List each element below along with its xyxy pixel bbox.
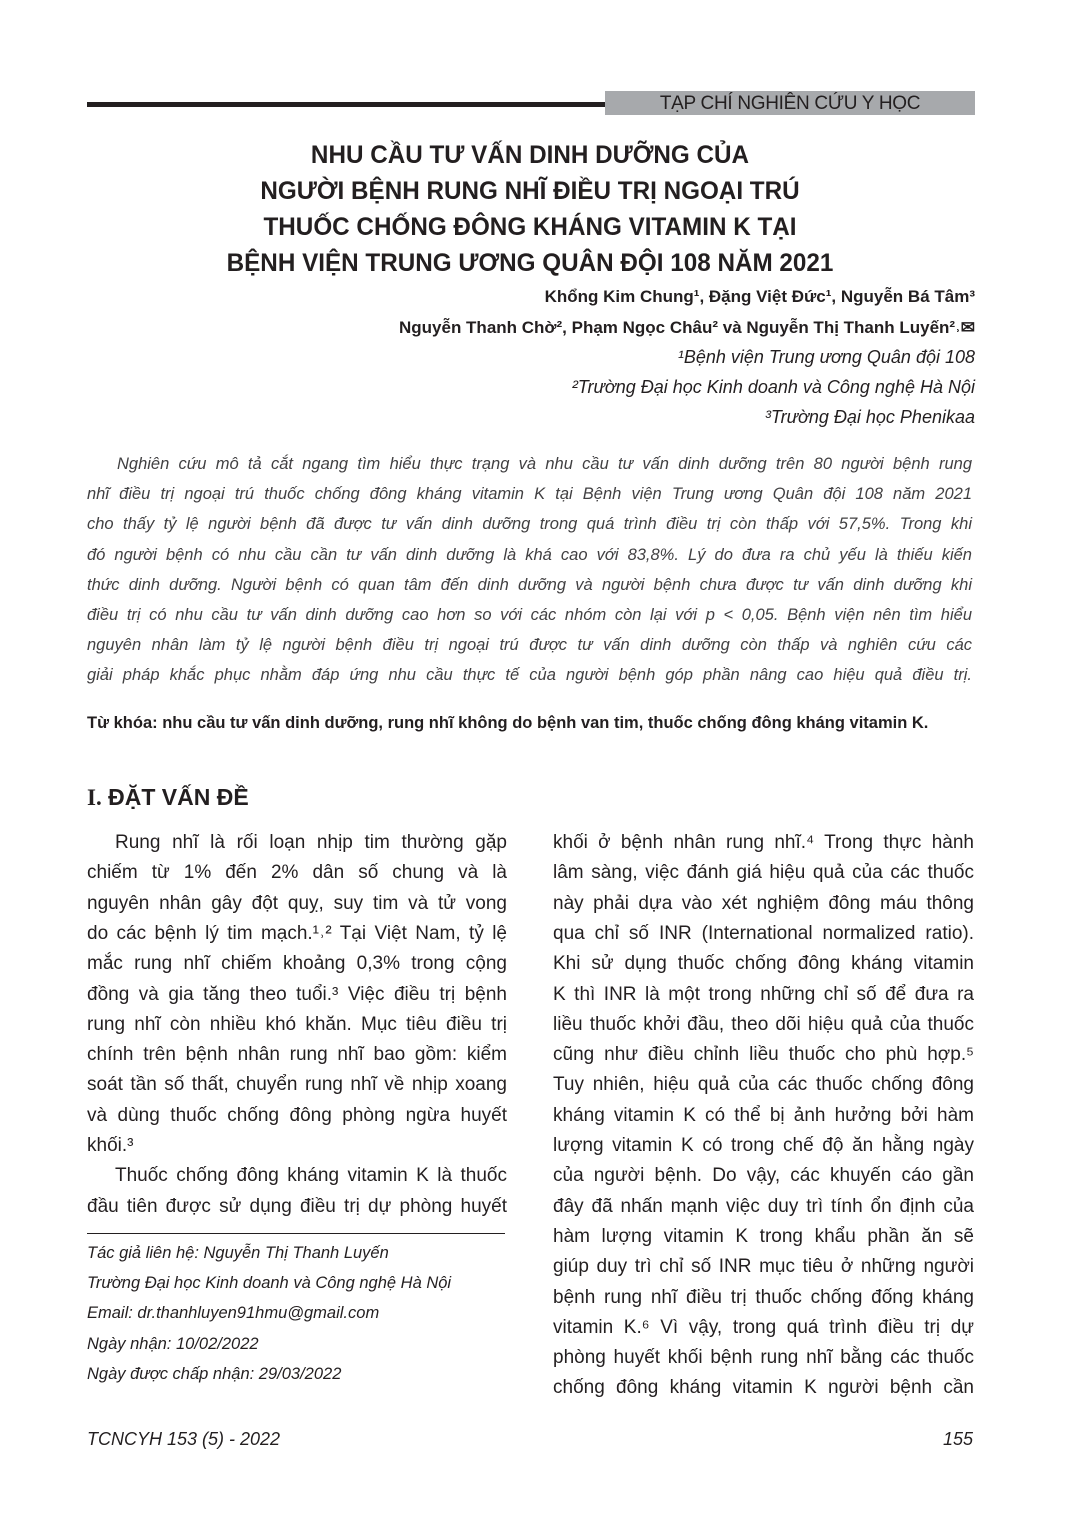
abstract-line: nguyên nhân làm tỷ lệ người bệnh điều trị ngoại trú được tư vấn dinh dưỡng còn thấp và nghiên cứu các — [87, 636, 972, 655]
body-line: K thì INR là một trong những chỉ số để đưa ra — [553, 983, 974, 1005]
body-line: cũng như điều chỉnh liều thuốc cho phù hợp.⁵ — [553, 1044, 974, 1066]
title-line: NGƯỜI BỆNH RUNG NHĨ ĐIỀU TRỊ NGOẠI TRÚ — [260, 177, 800, 205]
section-number: I. — [87, 785, 102, 810]
body-line: soát tần số thất, chuyển rung nhĩ về nhịp xoang — [87, 1074, 507, 1096]
journal-name: TẠP CHÍ NGHIÊN CỨU Y HỌC — [605, 91, 975, 115]
header-rule — [87, 102, 607, 107]
authors — [399, 281, 975, 343]
body-line: và dùng thuốc chống đông phòng ngừa huyết — [87, 1104, 507, 1126]
body-line: chống đông kháng vitamin K người bệnh cần — [553, 1377, 974, 1399]
footer-citation: TCNCYH 153 (5) - 2022 — [87, 1429, 281, 1449]
body-line: Thuốc chống đông kháng vitamin K là thuốc — [115, 1165, 507, 1187]
body-line: chiếm từ 1% đến 2% dân số chung và là — [87, 862, 507, 884]
footnote-line: Ngày nhận: 10/02/2022 — [87, 1334, 259, 1353]
footnote-line: Ngày được chấp nhận: 29/03/2022 — [87, 1364, 342, 1383]
author-line: Nguyễn Thanh Chờ², Phạm Ngọc Châu² và Nguyễn Thị Thanh Luyến²˒✉ — [398, 318, 975, 337]
body-line: nguyên nhân gây đột quỵ, suy tim và tử vong — [87, 892, 507, 914]
body-line: đồng và gia tăng theo tuổi.³ Việc điều trị bệnh — [87, 983, 507, 1005]
body-line: mắc rung nhĩ chiếm khoảng 0,3% trong cộng — [87, 953, 507, 975]
author-line: Khổng Kim Chung¹, Đặng Việt Đức¹, Nguyễn Bá Tâm³ — [544, 287, 975, 306]
body-line: giúp duy trì chỉ số INR mục tiêu ở những người — [553, 1256, 974, 1278]
body-line: phòng huyết khối bệnh rung nhĩ bằng các thuốc — [553, 1347, 974, 1369]
body-line: lượng vitamin K có trong chế độ ăn hằng ngày — [553, 1135, 974, 1156]
title-line: BỆNH VIỆN TRUNG ƯƠNG QUÂN ĐỘI 108 NĂM 2021 — [226, 249, 834, 277]
affiliations — [572, 342, 975, 432]
body-line: bệnh rung nhĩ điều trị thuốc chống đống kháng — [553, 1286, 974, 1308]
abstract-line: thức dinh dưỡng. Người bệnh có quan tâm đến dinh dưỡng và người bệnh chưa được tư vấn dinh dưỡng khi — [87, 575, 972, 594]
affiliation: ¹Bệnh viện Trung ương Quân đội 108 — [677, 347, 975, 367]
body-line: vitamin K.⁶ Vì vậy, trong quá trình điều trị dự — [553, 1316, 974, 1338]
footnote-line: Email: dr.thanhluyen91hmu@gmail.com — [87, 1304, 380, 1323]
body-line: lâm sàng, việc đánh giá hiệu quả của các thuốc — [553, 862, 974, 884]
article-title — [80, 137, 980, 281]
keywords-text: Từ khóa: nhu cầu tư vấn dinh dưỡng, rung nhĩ không do bệnh van tim, thuốc chống đông kháng vitamin K. — [87, 714, 929, 732]
body-line: do các bệnh lý tim mạch.¹˒² Tại Việt Nam, tỷ lệ — [87, 922, 507, 944]
body-line: đây đã nhấn mạnh việc duy trì tính ổn định của — [553, 1195, 974, 1217]
body-line: khối ở bệnh nhân rung nhĩ.⁴ Trong thực hành — [553, 832, 974, 853]
body-line: kháng vitamin K có thể bị ảnh hưởng bởi hàm — [553, 1104, 974, 1126]
affiliation: ³Trường Đại học Phenikaa — [764, 407, 975, 427]
body-line: Tuy nhiên, hiệu quả của các thuốc chống đông — [553, 1074, 974, 1096]
abstract-line: giải pháp khắc phục nhằm đáp ứng nhu cầu thực tế của người bệnh góp phần nâng cao hiệu quả điều trị. — [87, 666, 972, 685]
keywords — [87, 708, 975, 738]
footnote-line: Trường Đại học Kinh doanh và Công nghệ Hà Nội — [87, 1274, 452, 1293]
abstract-line: Nghiên cứu mô tả cắt ngang tìm hiểu thực trạng và nhu cầu tư vấn dinh dưỡng trên 80 người bệnh rung — [117, 455, 972, 473]
body-line: đầu tiên được sử dụng điều trị dự phòng huyết — [87, 1195, 507, 1217]
footnote-divider — [87, 1233, 505, 1234]
body-line: chính trên bệnh nhân rung nhĩ bao gồm: kiểm — [87, 1044, 507, 1066]
body-line: rung nhĩ còn nhiều khó khăn. Mục tiêu điều trị — [87, 1013, 507, 1035]
body-line: qua chỉ số INR (International normalized ratio). — [553, 922, 974, 944]
title-line: THUỐC CHỐNG ĐÔNG KHÁNG VITAMIN K TẠI — [263, 213, 797, 241]
abstract-line: đó người bệnh có nhu cầu cần tư vấn dinh dưỡng là khá cao với 83,8%. Lý do đưa ra chủ yếu là thiếu kiến — [87, 545, 972, 564]
footnote-line: Tác giả liên hệ: Nguyễn Thị Thanh Luyến — [87, 1244, 389, 1262]
body-line: của người bệnh. Do vậy, các khuyến cáo gần — [553, 1165, 974, 1187]
body-line: khối.³ — [87, 1135, 134, 1156]
abstract-line: cho thấy tỷ lệ người bệnh đã được tư vấn dinh dưỡng trong quá trình điều trị còn thấp với 57,5%. Trong khi — [87, 515, 972, 534]
abstract-line: điều trị có nhu cầu tư vấn dinh dưỡng cao hơn so với các nhóm còn lại với p < 0,05. Bệnh viện nên tìm hiểu — [87, 606, 972, 624]
body-line: hàm lượng vitamin K trong khẩu phần ăn sẽ — [553, 1225, 974, 1247]
page-number: 155 — [942, 1429, 973, 1449]
affiliation: ²Trường Đại học Kinh doanh và Công nghệ Hà Nội — [571, 377, 975, 397]
title-line: NHU CẦU TƯ VẤN DINH DƯỠNG CỦA — [310, 141, 750, 169]
section-title: ĐẶT VẤN ĐỀ — [108, 784, 249, 810]
abstract-line: nhĩ điều trị ngoại trú thuốc chống đông kháng vitamin K tại Bệnh viện Trung ương Quân đội 108 năm 2021 — [87, 485, 972, 504]
section-heading — [87, 784, 249, 811]
body-line: liều thuốc khởi đầu, theo dõi hiệu quả của thuốc — [553, 1013, 974, 1035]
body-line: Khi sử dụng thuốc chống đông kháng vitamin — [553, 953, 974, 975]
body-line: Rung nhĩ là rối loạn nhịp tim thường gặp — [115, 832, 507, 853]
body-line: này phải dựa vào xét nghiệm đông máu thông — [553, 892, 974, 914]
